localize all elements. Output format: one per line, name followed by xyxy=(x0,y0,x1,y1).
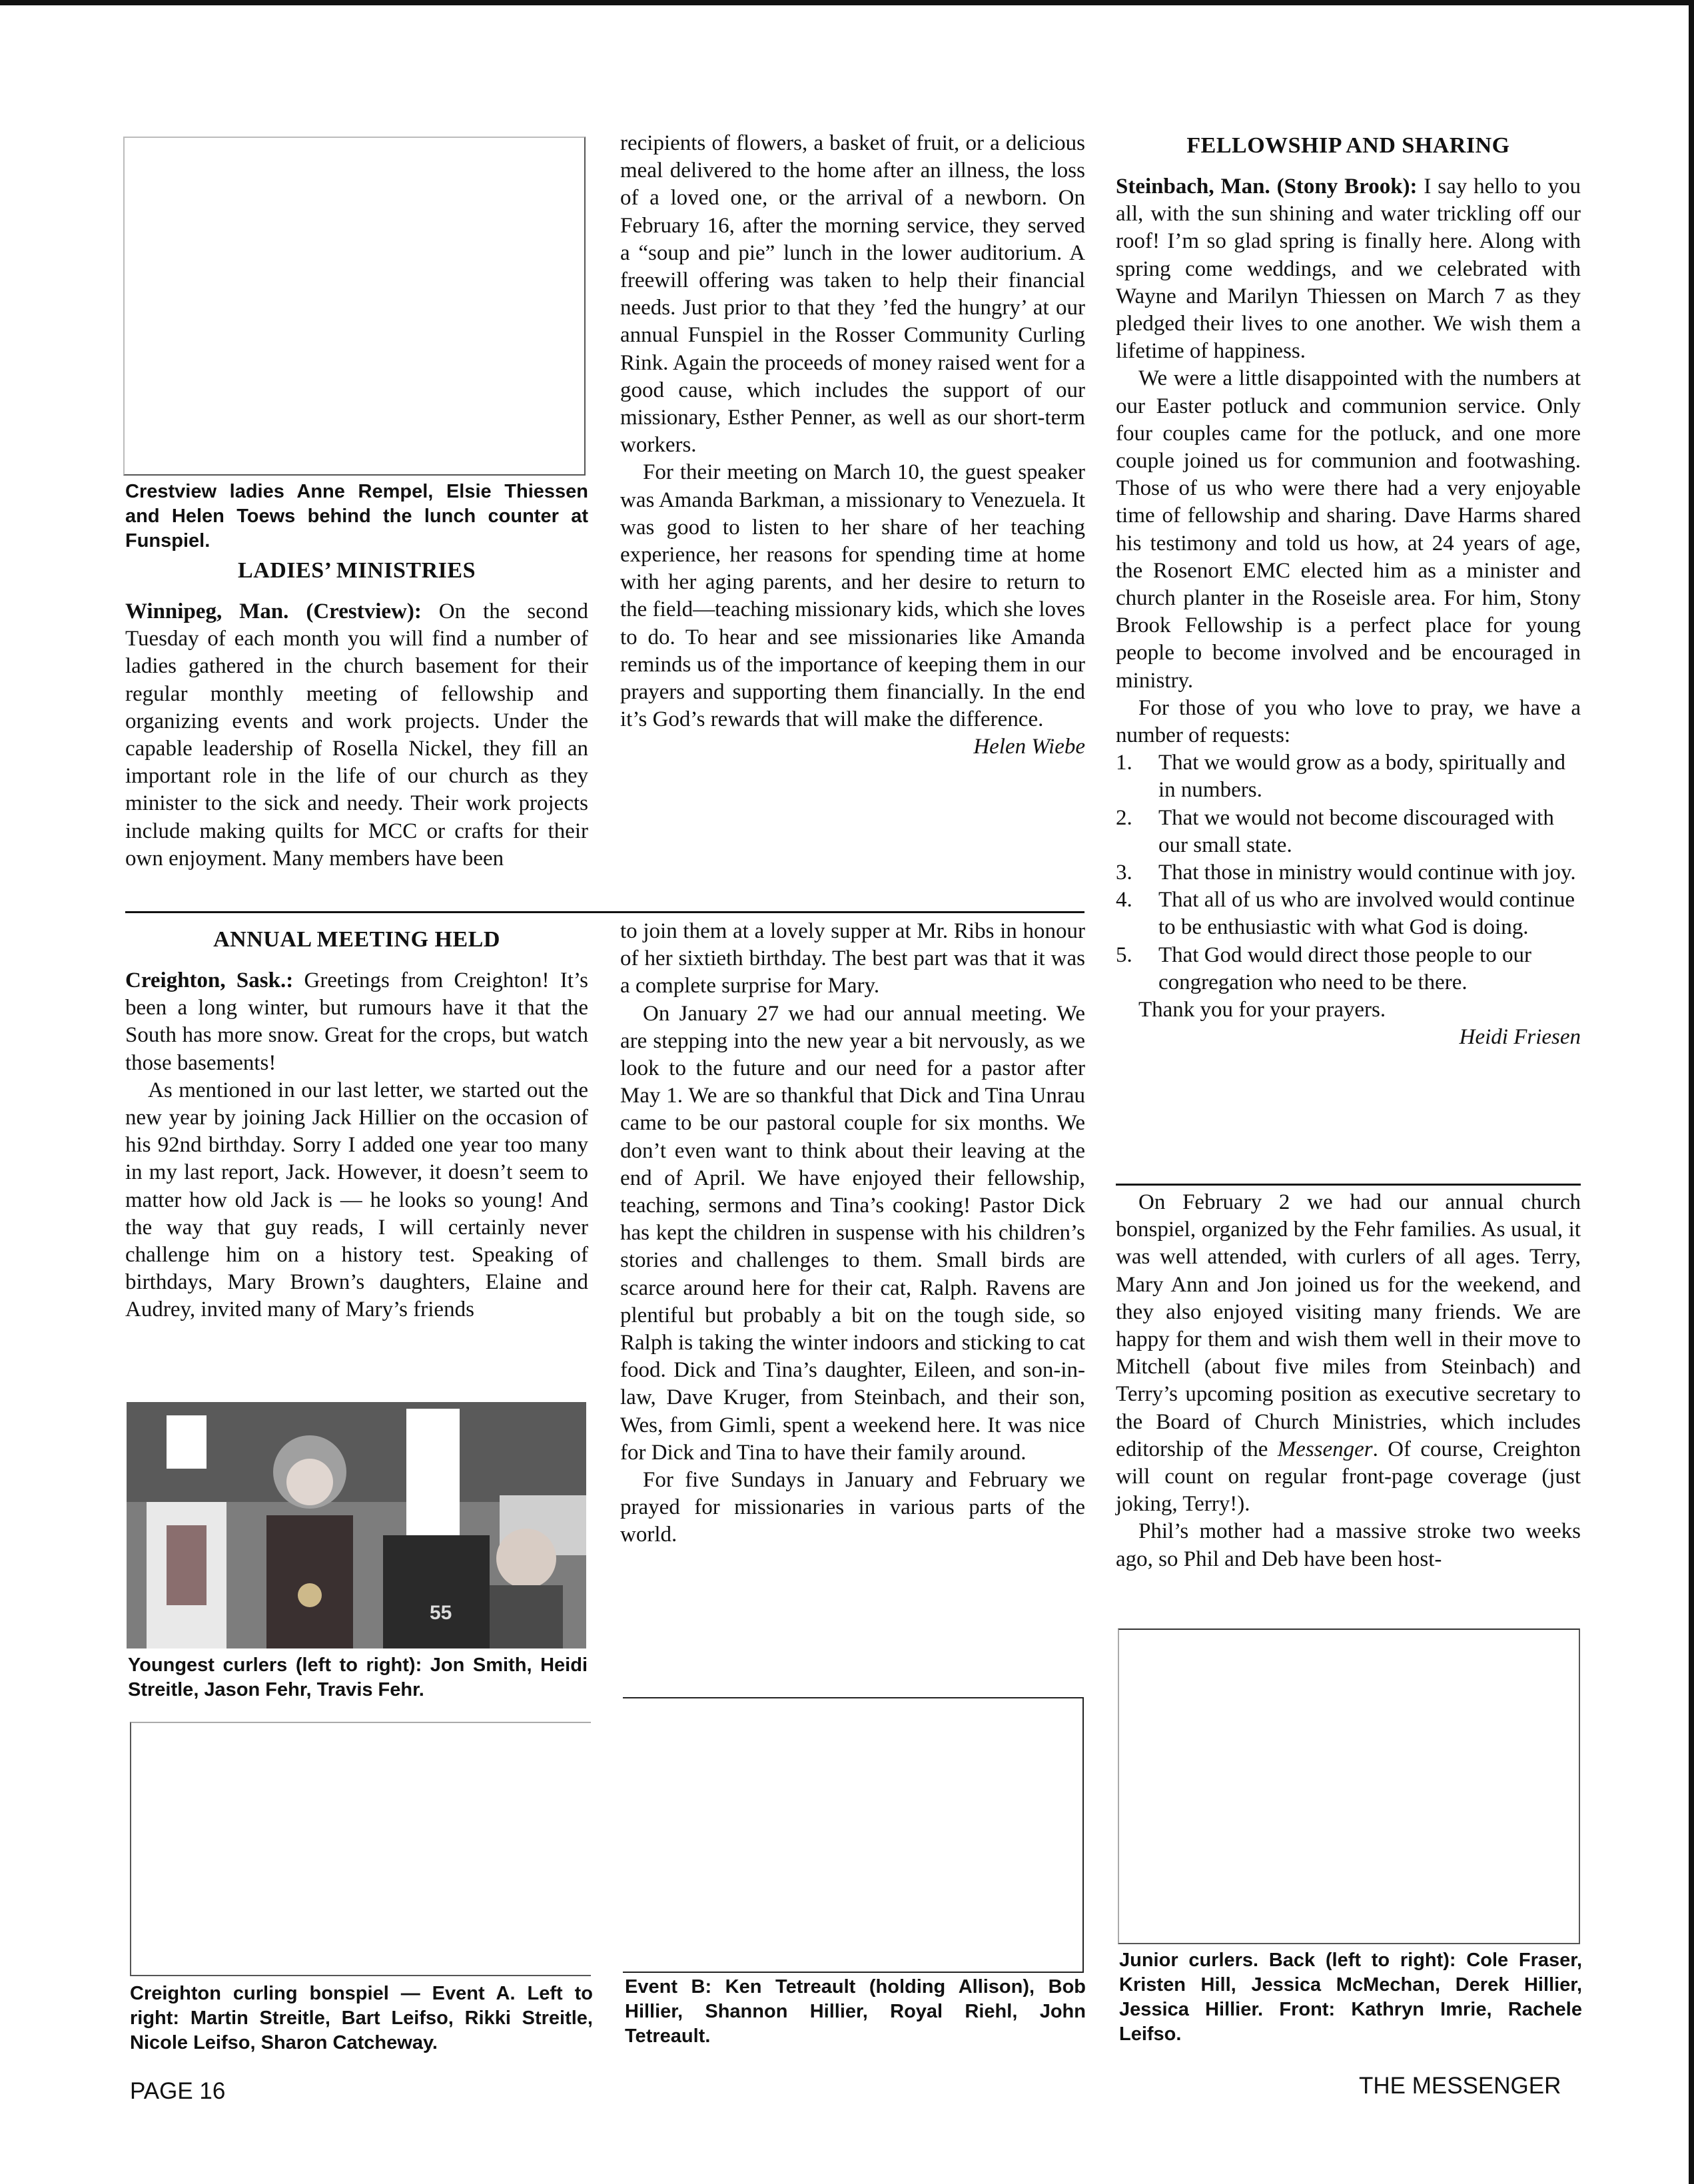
youngest-caption-block xyxy=(128,1653,588,1702)
prayer-request: 1. That we would grow as a body, spiritually and in numbers. xyxy=(1116,751,1565,803)
publication-name: THE MESSENGER xyxy=(1359,2073,1561,2099)
ladies-continued-body xyxy=(620,130,1085,761)
event-b-caption-block xyxy=(625,1975,1086,2049)
ladies-continued xyxy=(620,130,1085,761)
annual-paragraph-3: On January 27 we had our annual meeting. We are stepping into the new year a bit nervously, as we look to the future and our need for a pastor after May 1. We are so thankful that Dick and Tina Unrau came to be our pastoral couple for six months. We don’t even want to think about their leaving at the end of April. We have enjoyed their fellowship, teaching, sermons and Tina’s cooking! Pastor Dick has kept the children in suspense with his children’s stories and challenges to them. Small birds are scarce around here for their cat, Ralph. Ravens are plentiful but probably a bit on the tough side, so Ralph is taking the winter indoors and sticking to cat food. Dick and Tina’s daughter, Eileen, and son-in-law, Dave Kruger, from Steinbach, and their son, Wes, from Gimli, spent a weekend here. It was nice for Dick and Tina to have their family around. xyxy=(620,1001,1085,1465)
annual-paragraph-4: For five Sundays in January and February we prayed for missionaries in various parts of the world. xyxy=(620,1468,1085,1547)
ladies-ministries-body xyxy=(125,598,588,873)
fellowship-lead: Steinbach, Man. (Stony Brook): xyxy=(1116,175,1418,198)
youngest-curlers-photo xyxy=(127,1402,586,1648)
ladies-paragraph-2: For their meeting on March 10, the guest speaker was Amanda Barkman, a missionary to Venezuela. It was good to listen to her share of her teaching experience, her reasons for spending time at home with her aging parents, and her desire to return to the field—teaching missionary kids, which she loves to do. To hear and see missionaries like Amanda reminds us of the importance of keeping them in our prayers and supporting them financially. In the end it’s God’s rewards that will make the difference. xyxy=(620,460,1085,732)
ladies-ministries-heading: LADIES’ MINISTRIES xyxy=(238,558,476,583)
annual-meeting-heading: ANNUAL MEETING HELD xyxy=(213,927,500,952)
youngest-curlers-illustration xyxy=(127,1402,586,1648)
page-border-right xyxy=(1689,0,1694,2184)
prayer-request: 4. That all of us who are involved would continue to be enthusiastic with what God is doing. xyxy=(1116,888,1575,940)
event-a-caption: Creighton curling bonspiel — Event A. Left to right: Martin Streitle, Bart Leifso, Rikki Streitle, Nicole Leifso, Sharon Catcheway. xyxy=(130,1983,593,2053)
prayer-requests-list xyxy=(1116,749,1581,996)
crestview-photo xyxy=(123,137,586,476)
junior-curlers-photo xyxy=(1118,1629,1580,1944)
prayer-request: 5. That God would direct those people to our congregation who need to be there. xyxy=(1116,942,1531,994)
creighton-continued-body xyxy=(1116,1189,1581,1573)
prayer-request: 2. That we would not become discouraged with our small state. xyxy=(1116,805,1554,857)
creighton-paragraph-phil: Phil’s mother had a massive stroke two weeks ago, so Phil and Deb have been host- xyxy=(1116,1519,1581,1571)
event-b-photo xyxy=(623,1697,1084,1973)
prayer-request: 3. That those in ministry would continue with joy. xyxy=(1116,861,1576,885)
fellowship-heading: FELLOWSHIP AND SHARING xyxy=(1186,133,1510,158)
ladies-ministries-section xyxy=(125,558,588,873)
crestview-caption: Crestview ladies Anne Rempel, Elsie Thiessen and Helen Toews behind the lunch counter at Funspiel. xyxy=(125,481,588,551)
annual-meeting-body xyxy=(125,967,588,1324)
fellowship-signature: Heidi Friesen xyxy=(1459,1025,1581,1050)
section-divider-1 xyxy=(125,911,1084,913)
event-a-caption-block xyxy=(130,1982,593,2055)
creighton-continued xyxy=(1116,1189,1581,1573)
annual-paragraph-2-continued: to join them at a lovely supper at Mr. Ribs in honour of her sixtieth birthday. The best part was that it was a complete surprise for Mary. xyxy=(620,919,1085,998)
event-b-caption: Event B: Ken Tetreault (holding Allison), Bob Hillier, Shannon Hillier, Royal Riehl, John Tetreault. xyxy=(625,1976,1086,2047)
fellowship-paragraph-3: For those of you who love to pray, we have a number of requests: xyxy=(1116,695,1581,748)
annual-lead: Creighton, Sask.: xyxy=(125,968,294,992)
ladies-paragraph-1: On the second Tuesday of each month you will find a number of ladies gathered in the church basement for their regular monthly meeting of fellowship and organizing events and work projects. Under the capable leadership of Rosella Nickel, they fill an important role in the life of our church as they minister to the sick and needy. Their work projects include making quilts for MCC or crafts for their own enjoyment. Many members have been xyxy=(125,599,588,871)
jersey-number: 55 xyxy=(430,1602,452,1624)
crestview-caption-block xyxy=(125,480,588,553)
ladies-signature: Helen Wiebe xyxy=(973,735,1085,759)
youngest-curlers-caption: Youngest curlers (left to right): Jon Smith, Heidi Streitle, Jason Fehr, Travis Fehr. xyxy=(128,1654,588,1700)
fellowship-body xyxy=(1116,173,1581,1052)
junior-curlers-caption: Junior curlers. Back (left to right): Cole Fraser, Kristen Hill, Jessica McMechan, Derek Hillier, Jessica Hillier. Front: Kathryn Imrie, Rachele Leifso. xyxy=(1119,1950,1582,2045)
ladies-lead: Winnipeg, Man. (Crestview): xyxy=(125,599,422,623)
annual-paragraph-2: As mentioned in our last letter, we started out the new year by joining Jack Hillier on the occasion of his 92nd birthday. Sorry I added one year too many in my last report, Jack. However, it doesn’t seem to matter how old Jack is — he looks so young! And the way that guy reads, I will certainly never challenge him on a history test. Speaking of birthdays, Mary Brown’s daughters, Elaine and Audrey, invited many of Mary’s friends xyxy=(125,1078,588,1322)
fellowship-paragraph-1: I say hello to you all, with the sun shining and water trickling off our roof! I’m so glad spring is finally here. Along with spring come weddings, and we celebrated with Wayne and Marilyn Thiessen on March 7 as they pledged their lives to one another. We wish them a lifetime of happiness. xyxy=(1116,175,1581,364)
ladies-paragraph-1-continued: recipients of flowers, a basket of fruit, or a delicious meal delivered to the home after an illness, the loss of a loved one, or the arrival of a newborn. On February 16, after the morning service, they served a “soup and pie” lunch in the lower auditorium. A freewill offering was taken to help their financial needs. Just prior to that they ’fed the hungry’ at our annual Funspiel in the Rosser Community Curling Rink. Again the proceeds of money raised went for a good cause, which includes the support of our missionary, Esther Penner, as well as our short-term workers. xyxy=(620,131,1085,458)
creighton-paragraph-bonspiel: On February 2 we had our annual church bonspiel, organized by the Fehr families. As usual, it was well attended, with curlers of all ages. Terry, Mary Ann and Jon joined us for the weekend, and they also enjoyed visiting many friends. We are happy for them and wish them well in their move to Mitchell (about five miles from Steinbach) and Terry’s upcoming position as executive secretary to the Board of Church Ministries, which includes editorship of the Messenger. Of course, Creighton will count on regular front-page coverage (just joking, Terry!). xyxy=(1116,1190,1581,1517)
fellowship-thanks: Thank you for your prayers. xyxy=(1138,998,1386,1022)
junior-caption-block xyxy=(1119,1948,1582,2047)
annual-meeting-section xyxy=(125,927,588,1324)
event-a-photo xyxy=(130,1722,591,1976)
fellowship-paragraph-2: We were a little disappointed with the numbers at our Easter potluck and communion service. Only four couples came for the potluck, and one more couple joined us for communion and footwashing. Those of us who were there had a very enjoyable time of fellowship and sharing. Dave Harms shared his testimony and told us how, at 24 years of age, the Rosenort EMC elected him as a minister and church planter in the Roseisle area. For him, Stony Brook Fellowship is a perfect place for young people to become involved and be encouraged in ministry. xyxy=(1116,366,1581,693)
page-number: PAGE 16 xyxy=(130,2078,226,2104)
section-divider-2 xyxy=(1116,1184,1581,1186)
page-border-top xyxy=(0,0,1694,5)
annual-continued-body xyxy=(620,918,1085,1549)
annual-continued xyxy=(620,918,1085,1549)
annual-paragraph-1: Greetings from Creighton! It’s been a long winter, but rumours have it that the South has more snow. Great for the crops, but watch those basements! xyxy=(125,968,588,1075)
fellowship-section xyxy=(1116,133,1581,1052)
